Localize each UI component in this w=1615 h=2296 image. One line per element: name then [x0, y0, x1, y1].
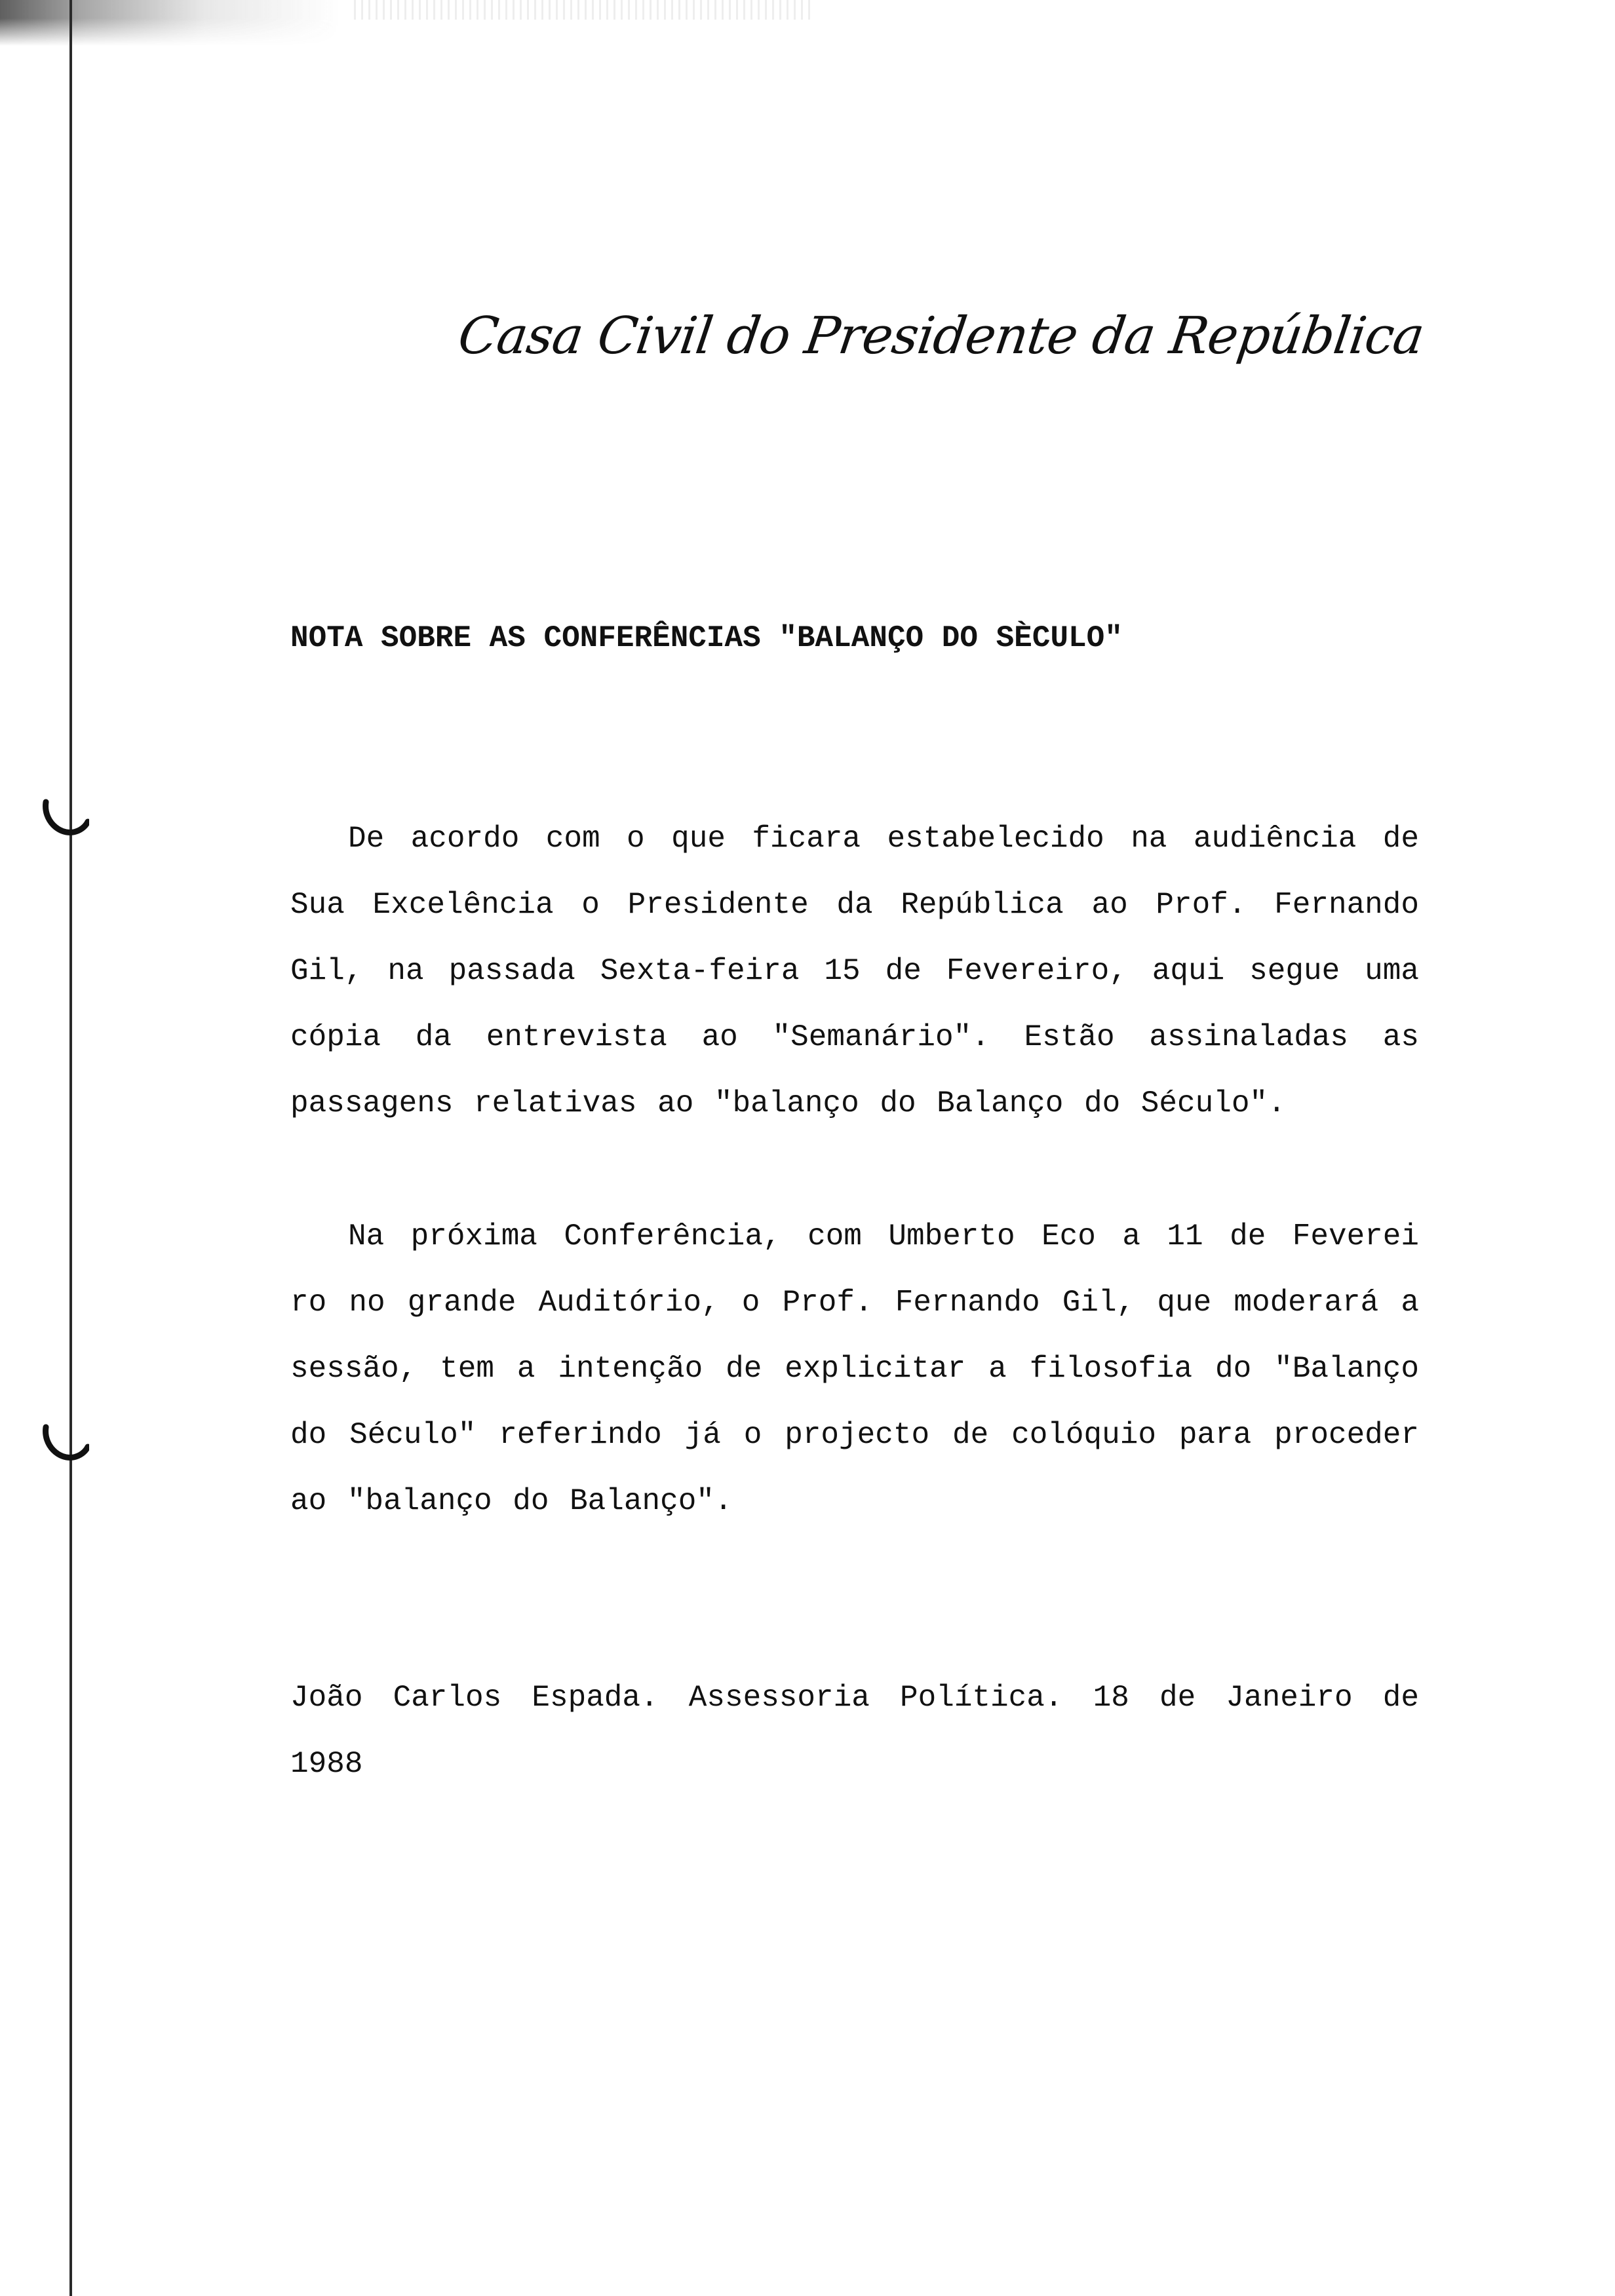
document-title: NOTA SOBRE AS CONFERÊNCIAS "BALANÇO DO SÈCULO": [290, 621, 1123, 655]
body-paragraph: De acordo com o que ficara estabelecido na audiência de Sua Excelência o Presidente da República ao Prof. Fernando Gil, na passada Sexta-feira 15 de Fevereiro, aqui segue uma cópia da entrevista ao "Semanário". Estão assinaladas as passagens relativas ao "balanço do Balanço do Século".: [290, 822, 1419, 1120]
binding-line: [69, 0, 72, 2296]
punch-hole-mark: [42, 798, 89, 839]
signature-line: João Carlos Espada. Assessoria Política. 18 de Janeiro de 1988: [290, 1681, 1419, 1781]
scan-artifact: [0, 0, 341, 46]
punch-hole-mark: [42, 1423, 89, 1464]
letterhead: Casa Civil do Presidente da República: [454, 307, 1428, 366]
body-paragraph: Na próxima Conferência, com Umberto Eco a 11 de Feverei ro no grande Auditório, o Prof. Fernando Gil, que moderará a sessão, tem a intenção de explicitar a filosofia do "Balanço do Século" referindo já o projecto de colóquio para proceder ao "balanço do Balanço".: [290, 1219, 1419, 1518]
scan-artifact: [354, 0, 813, 20]
